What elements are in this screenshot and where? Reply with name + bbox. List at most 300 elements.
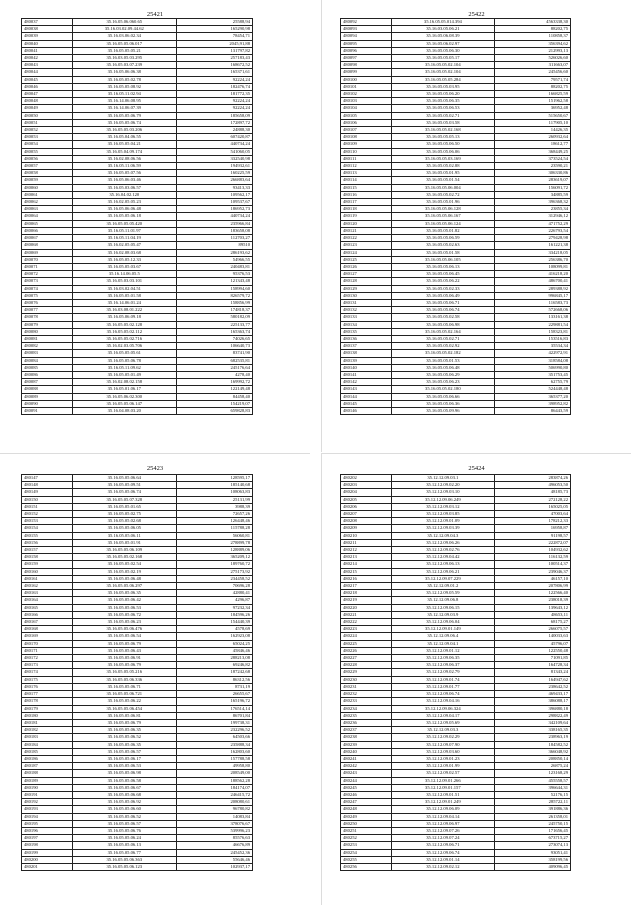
record-id-cell: 480060: [22, 184, 73, 191]
amount-cell: 188562,28: [176, 777, 252, 784]
record-id-cell: 480185: [22, 748, 73, 755]
amount-cell: 229881,54: [495, 321, 571, 328]
record-id-cell: 480044: [22, 69, 73, 76]
record-id-cell: 480076: [22, 299, 73, 306]
amount-cell: 88202,75: [495, 26, 571, 33]
record-id-cell: 480069: [22, 249, 73, 256]
page-number-title: 25424: [468, 465, 485, 472]
record-id-cell: 480119: [341, 213, 392, 220]
amount-cell: 607420,87: [176, 134, 252, 141]
table-row: [22, 741, 253, 748]
code-cell: 35.12.12.09.06.21: [391, 568, 495, 575]
amount-cell: 109562,17: [176, 191, 252, 198]
code-cell: 35.12.12.09.05.59: [391, 590, 495, 597]
amount-cell: 245176,64: [176, 364, 252, 371]
record-id-cell: 480189: [22, 777, 73, 784]
record-id-cell: 480073: [22, 278, 73, 285]
record-id-cell: 480193: [22, 806, 73, 813]
table-row: [22, 705, 253, 712]
record-id-cell: 480136: [341, 335, 392, 342]
table-row: [341, 755, 571, 762]
table-row: [22, 813, 253, 820]
amount-cell: 496053,50: [495, 482, 571, 489]
record-id-cell: 480202: [341, 475, 392, 482]
code-cell: 35.16.05.05.06.57: [72, 748, 176, 755]
code-cell: 35.16.05.05.06.29: [391, 371, 495, 378]
amount-cell: 261358,01: [495, 813, 571, 820]
table-row: [22, 148, 253, 155]
table-row: [341, 170, 571, 177]
amount-cell: 2045,91,88: [176, 40, 252, 47]
record-id-cell: 480115: [341, 184, 392, 191]
code-cell: 35.12.12.09.03.1: [391, 475, 495, 482]
table-row: [341, 662, 571, 669]
code-cell: 35.12.12.09.06.15: [391, 604, 495, 611]
code-cell: 35.16.05.05.06.24: [72, 835, 176, 842]
record-id-cell: 480062: [22, 199, 73, 206]
table-row: [341, 547, 571, 554]
code-cell: 35.12.12.09.06.74: [391, 849, 495, 856]
code-cell: 35.16.05.05.06.53: [72, 604, 176, 611]
code-cell: 35.12.12.09.06.74: [391, 691, 495, 698]
record-id-cell: 480175: [22, 676, 73, 683]
amount-cell: 165196,72: [176, 698, 252, 705]
code-cell: 35.12.12.09.04.14: [391, 813, 495, 820]
record-id-cell: 480162: [22, 583, 73, 590]
amount-cell: 279428,98: [495, 235, 571, 242]
amount-cell: 23590,21: [495, 163, 571, 170]
amount-cell: 46676,89: [176, 842, 252, 849]
record-id-cell: 480041: [22, 47, 73, 54]
code-cell: 35.16.05.05.06.43: [72, 647, 176, 654]
table-row: [22, 278, 253, 285]
table-row: [341, 640, 571, 647]
code-cell: 35.16.05.05.03.95: [391, 83, 495, 90]
code-cell: 35.16.05.05.06.52: [72, 734, 176, 741]
record-id-cell: 480061: [22, 191, 73, 198]
amount-cell: 486700,41: [495, 278, 571, 285]
amount-cell: 351753,45: [495, 371, 571, 378]
amount-cell: 36952,48: [495, 105, 571, 112]
code-cell: 35.16.02.08.02.158: [72, 379, 176, 386]
amount-cell: 154219,07: [176, 400, 252, 407]
code-cell: 35.16.05.05.02.104: [391, 69, 495, 76]
record-id-cell: 480219: [341, 597, 392, 604]
record-id-cell: 480102: [341, 91, 392, 98]
table-row: [22, 386, 253, 393]
record-id-cell: 480122: [341, 235, 392, 242]
record-id-cell: 480055: [22, 148, 73, 155]
code-cell: 35.16.05.05.02.68: [72, 518, 176, 525]
code-cell: 35.12.12.09.04.42: [391, 554, 495, 561]
table-row: [22, 727, 253, 734]
table-row: [22, 55, 253, 62]
record-id-cell: 480067: [22, 235, 73, 242]
amount-cell: 164728,34: [495, 662, 571, 669]
amount-cell: 165290,98: [176, 26, 252, 33]
code-cell: 35.16.05.05.02.88: [391, 163, 495, 170]
amount-cell: 184596,26: [176, 611, 252, 618]
record-id-cell: 480104: [341, 105, 392, 112]
amount-cell: 182476,74: [176, 83, 252, 90]
code-cell: 35.16.05.05.06.11: [72, 532, 176, 539]
amount-cell: 35534,34: [495, 343, 571, 350]
table-row: [22, 619, 253, 626]
amount-cell: 109537,67: [176, 199, 252, 206]
code-cell: 35.16.05.05.06.53: [391, 105, 495, 112]
code-cell: 35.16.05.05.06.109: [72, 547, 176, 554]
record-id-cell: 480180: [22, 712, 73, 719]
amount-cell: 245452,36: [176, 849, 252, 856]
table-row: [22, 91, 253, 98]
amount-cell: 158856,99: [176, 299, 252, 306]
amount-cell: 272128,22: [495, 496, 571, 503]
code-cell: 35.16.05.05.02.33: [391, 285, 495, 292]
table-row: [22, 655, 253, 662]
record-id-cell: 480220: [341, 604, 392, 611]
code-cell: 35.16.05.05.06.36: [391, 400, 495, 407]
amount-cell: 100514,37: [495, 561, 571, 568]
record-id-cell: 480254: [341, 849, 392, 856]
table-row: [22, 127, 253, 134]
amount-cell: 386088,17: [495, 698, 571, 705]
record-id-cell: 480235: [341, 712, 392, 719]
record-id-cell: 480066: [22, 227, 73, 234]
table-row: [22, 119, 253, 126]
record-id-cell: 480250: [341, 820, 392, 827]
record-id-cell: 480161: [22, 575, 73, 582]
record-id-cell: 480241: [341, 755, 392, 762]
table-row: [341, 518, 571, 525]
page-number-title: 25421: [146, 11, 164, 18]
amount-cell: 455558,57: [495, 777, 571, 784]
record-id-cell: 480057: [22, 163, 73, 170]
record-id-cell: 480256: [341, 863, 392, 870]
amount-cell: 102937,17: [176, 863, 252, 870]
record-id-cell: 480196: [22, 827, 73, 834]
record-id-cell: 480148: [22, 482, 73, 489]
code-cell: 35.16.04.08.03.20: [72, 407, 176, 414]
code-cell: 35.12.12.09.03.9: [391, 611, 495, 618]
table-row: [22, 364, 253, 371]
table-row: [341, 712, 571, 719]
table-row: [22, 227, 253, 234]
amount-cell: 396368,32: [495, 199, 571, 206]
record-id-cell: 480048: [22, 98, 73, 105]
amount-cell: 72657,26: [176, 511, 252, 518]
amount-cell: 70696,28: [176, 583, 252, 590]
table-row: [341, 40, 571, 47]
code-cell: 35.16.05.03.07.239: [72, 62, 176, 69]
amount-cell: 122550,48: [495, 647, 571, 654]
amount-cell: 83741,90: [176, 350, 252, 357]
amount-cell: 184174,07: [176, 784, 252, 791]
amount-cell: 288213,08: [176, 655, 252, 662]
amount-cell: 166825,59: [495, 91, 571, 98]
table-row: [22, 235, 253, 242]
table-row: [22, 633, 253, 640]
table-row: [341, 105, 571, 112]
code-cell: 35.16.05.05.02.112: [72, 328, 176, 335]
amount-cell: 34885,59: [495, 191, 571, 198]
table-row: [341, 511, 571, 518]
amount-cell: 161221,38: [495, 242, 571, 249]
record-id-cell: 480236: [341, 719, 392, 726]
amount-cell: 153516,83: [495, 335, 571, 342]
amount-cell: 358199,56: [495, 856, 571, 863]
code-cell: 35.16.05.05.06.20: [391, 91, 495, 98]
amount-cell: 416218,20: [495, 271, 571, 278]
table-row: [22, 407, 253, 414]
code-cell: 35.16.05.05.06.297: [72, 583, 176, 590]
table-row: [22, 328, 253, 335]
record-id-cell: 480040: [22, 40, 73, 47]
amount-cell: 572668,06: [495, 307, 571, 314]
amount-cell: 158994,60: [176, 285, 252, 292]
amount-cell: 283874,26: [495, 475, 571, 482]
table-row: [341, 525, 571, 532]
table-row: [22, 698, 253, 705]
amount-cell: 89510: [176, 242, 252, 249]
table-row: [341, 611, 571, 618]
code-cell: 35.12.12.09.02.76: [391, 547, 495, 554]
amount-cell: 338165,35: [495, 727, 571, 734]
table-row: [341, 604, 571, 611]
amount-cell: 88202,75: [495, 83, 571, 90]
code-cell: 35.12.12.09.02.79: [391, 669, 495, 676]
record-id-cell: 480074: [22, 285, 73, 292]
table-row: [22, 482, 253, 489]
record-id-cell: 480092: [341, 19, 392, 26]
record-id-cell: 480245: [341, 784, 392, 791]
record-id-cell: 480112: [341, 163, 392, 170]
code-cell: 35.12.12.09.01.2: [391, 583, 495, 590]
amount-cell: 366048,92: [495, 748, 571, 755]
table-row: [22, 206, 253, 213]
amount-cell: 126448,46: [176, 518, 252, 525]
code-cell: 35.16.05.05.06.336: [72, 676, 176, 683]
record-id-cell: 480127: [341, 271, 392, 278]
code-cell: 35.16.05.05.03.67: [72, 263, 176, 270]
code-cell: 35.16.05.11.01.97: [72, 227, 176, 234]
amount-cell: 81343,24: [495, 669, 571, 676]
record-id-cell: 480214: [341, 561, 392, 568]
record-id-cell: 480255: [341, 856, 392, 863]
amount-cell: 84458,40: [176, 393, 252, 400]
table-row: [341, 141, 571, 148]
table-row: [341, 393, 571, 400]
record-id-cell: 480218: [341, 590, 392, 597]
code-cell: 35.16.05.05.06.76: [72, 827, 176, 834]
table-row: [22, 213, 253, 220]
code-cell: 35.12.12.09.01.99: [391, 763, 495, 770]
code-cell: 35.16.05.05.06.74: [72, 489, 176, 496]
code-cell: 35.16.05.05.01.65: [72, 503, 176, 510]
amount-cell: 208549,00: [176, 770, 252, 777]
code-cell: 35.16.05.05.09.51: [72, 482, 176, 489]
amount-cell: 78454,71: [176, 33, 252, 40]
amount-cell: 46157,10: [495, 575, 571, 582]
record-id-cell: 480188: [22, 770, 73, 777]
amount-cell: 306330,86: [495, 170, 571, 177]
amount-cell: 185140,68: [176, 482, 252, 489]
table-row: [341, 371, 571, 378]
amount-cell: 222872,07: [495, 539, 571, 546]
record-id-cell: 480205: [341, 496, 392, 503]
table-row: [341, 328, 571, 335]
code-cell: 35.16.05.06.06.38: [72, 69, 176, 76]
code-cell: 35.16.03.05.03.295: [72, 55, 176, 62]
record-id-cell: 480146: [341, 407, 392, 414]
amount-cell: 65024,25: [176, 640, 252, 647]
code-cell: 35.16.05.05.05.216: [72, 669, 176, 676]
code-cell: 35.12.12.09.06.8: [391, 597, 495, 604]
record-id-cell: 480234: [341, 705, 392, 712]
code-cell: 35.12.12.09.01.51: [391, 791, 495, 798]
table-row: [22, 863, 253, 870]
amount-cell: 183658,08: [176, 227, 252, 234]
amount-cell: 128889,06: [176, 547, 252, 554]
amount-cell: 169992,72: [176, 379, 252, 386]
record-id-cell: 480050: [22, 112, 73, 119]
code-cell: 35.16.05.11.04.19: [72, 235, 176, 242]
amount-cell: 471752,29: [495, 220, 571, 227]
code-cell: 35.12.12.09.03.60: [391, 748, 495, 755]
code-cell: 35.16.05.05.05.61: [72, 350, 176, 357]
code-cell: 35.12.12.09.04.17: [391, 712, 495, 719]
table-row: [22, 177, 253, 184]
record-id-cell: 480176: [22, 683, 73, 690]
code-cell: 35.16.05.05.06.60: [72, 806, 176, 813]
code-cell: 35.16.05.05.02.164: [391, 328, 495, 335]
record-id-cell: 480139: [341, 357, 392, 364]
amount-cell: 116132,59: [495, 554, 571, 561]
code-cell: 35.12.12.09.01.77: [391, 683, 495, 690]
code-cell: 35.16.03.06.02.34: [72, 33, 176, 40]
table-row: [341, 655, 571, 662]
code-cell: 35.16.05.05.05.284: [391, 76, 495, 83]
code-cell: 35.16.05.05.03.169: [391, 155, 495, 162]
table-row: [22, 647, 253, 654]
table-row: [22, 19, 253, 26]
table-row: [341, 47, 571, 54]
amount-cell: 398952,82: [495, 400, 571, 407]
code-cell: 35.16.05.05.12.33: [72, 256, 176, 263]
amount-cell: 186952,73: [176, 206, 252, 213]
code-cell: 35.16.05.11.09.62: [72, 364, 176, 371]
amount-cell: 8731,19: [176, 683, 252, 690]
amount-cell: 187242,68: [176, 669, 252, 676]
amount-cell: 117905,10: [495, 119, 571, 126]
table-row: [341, 734, 571, 741]
record-id-cell: 480155: [22, 532, 73, 539]
record-id-cell: 480130: [341, 292, 392, 299]
record-id-cell: 480083: [22, 350, 73, 357]
code-cell: 35.16.05.05.04.21: [72, 141, 176, 148]
amount-cell: 52176,15: [495, 791, 571, 798]
amount-cell: 25588,94: [176, 19, 252, 26]
code-cell: 35.16.05.06.02.300: [72, 393, 176, 400]
code-cell: 35.12.12.09.01.09: [391, 518, 495, 525]
code-cell: 35.16.05.05.05.420: [72, 220, 176, 227]
table-row: [341, 19, 571, 26]
record-id-cell: 480201: [22, 863, 73, 870]
amount-cell: 79571,74: [495, 76, 571, 83]
amount-cell: 286193,62: [176, 249, 252, 256]
record-id-cell: 480064: [22, 213, 73, 220]
amount-cell: 524448,48: [495, 386, 571, 393]
amount-cell: 14083,84: [176, 813, 252, 820]
table-row: [341, 155, 571, 162]
code-cell: 35.16.05.05.06.49: [391, 292, 495, 299]
code-cell: 35.16.05.05.06.22: [391, 278, 495, 285]
table-row: [341, 647, 571, 654]
code-cell: 35.16.05.05.01.58: [391, 249, 495, 256]
amount-cell: 996845,17: [495, 292, 571, 299]
code-cell: 35.16.05.05.02.71: [391, 112, 495, 119]
record-id-cell: 480147: [22, 475, 73, 482]
amount-cell: 396644,31: [495, 784, 571, 791]
code-cell: 35.16.05.05.02.78: [72, 76, 176, 83]
table-row: [341, 321, 571, 328]
amount-cell: 128595,17: [176, 475, 252, 482]
table-row: [341, 597, 571, 604]
table-row: [341, 489, 571, 496]
code-cell: 35.16.05.05.07.56: [72, 170, 176, 177]
record-id-cell: 480049: [22, 105, 73, 112]
table-row: [341, 307, 571, 314]
table-row: [22, 220, 253, 227]
record-id-cell: 480252: [341, 835, 392, 842]
amount-cell: 156091,72: [495, 184, 571, 191]
code-cell: 35.16.05.05.02.19: [72, 568, 176, 575]
record-id-cell: 480056: [22, 155, 73, 162]
record-id-cell: 480090: [22, 400, 73, 407]
code-cell: 35.16.05.05.06.147: [72, 400, 176, 407]
code-cell: 35.12.12.09.06.324: [391, 705, 495, 712]
code-cell: 35.16.05.05.01.53: [391, 357, 495, 364]
amount-cell: 232296,52: [176, 727, 252, 734]
record-id-cell: 480123: [341, 242, 392, 249]
record-id-cell: 480143: [341, 386, 392, 393]
table-row: [22, 755, 253, 762]
code-cell: 35.16.05.06.060.65: [72, 19, 176, 26]
record-id-cell: 480079: [22, 321, 73, 328]
code-cell: 35.12.12.09.01.14: [391, 856, 495, 863]
amount-cell: 168672,52: [176, 62, 252, 69]
code-cell: 35.16.05.05.06.123: [72, 863, 176, 870]
amount-cell: 580182,09: [176, 314, 252, 321]
record-id-cell: 480103: [341, 98, 392, 105]
code-cell: 35.16.05.04.06.55: [72, 134, 176, 141]
table-row: [341, 590, 571, 597]
table-row: [341, 842, 571, 849]
table-row: [22, 299, 253, 306]
table-row: [341, 482, 571, 489]
amount-cell: 165363,74: [176, 328, 252, 335]
code-cell: 35.12.12.09.06.09: [391, 806, 495, 813]
code-cell: 35.16.05.05.02.180: [391, 386, 495, 393]
record-id-cell: 480043: [22, 62, 73, 69]
record-id-cell: 480213: [341, 554, 392, 561]
amount-cell: 266883,64: [176, 177, 252, 184]
table-row: [22, 489, 253, 496]
table-row: [341, 26, 571, 33]
record-id-cell: 480227: [341, 655, 392, 662]
code-cell: 35.12.12.09.02.57: [391, 770, 495, 777]
table-row: [22, 770, 253, 777]
amount-cell: 185658,09: [176, 112, 252, 119]
